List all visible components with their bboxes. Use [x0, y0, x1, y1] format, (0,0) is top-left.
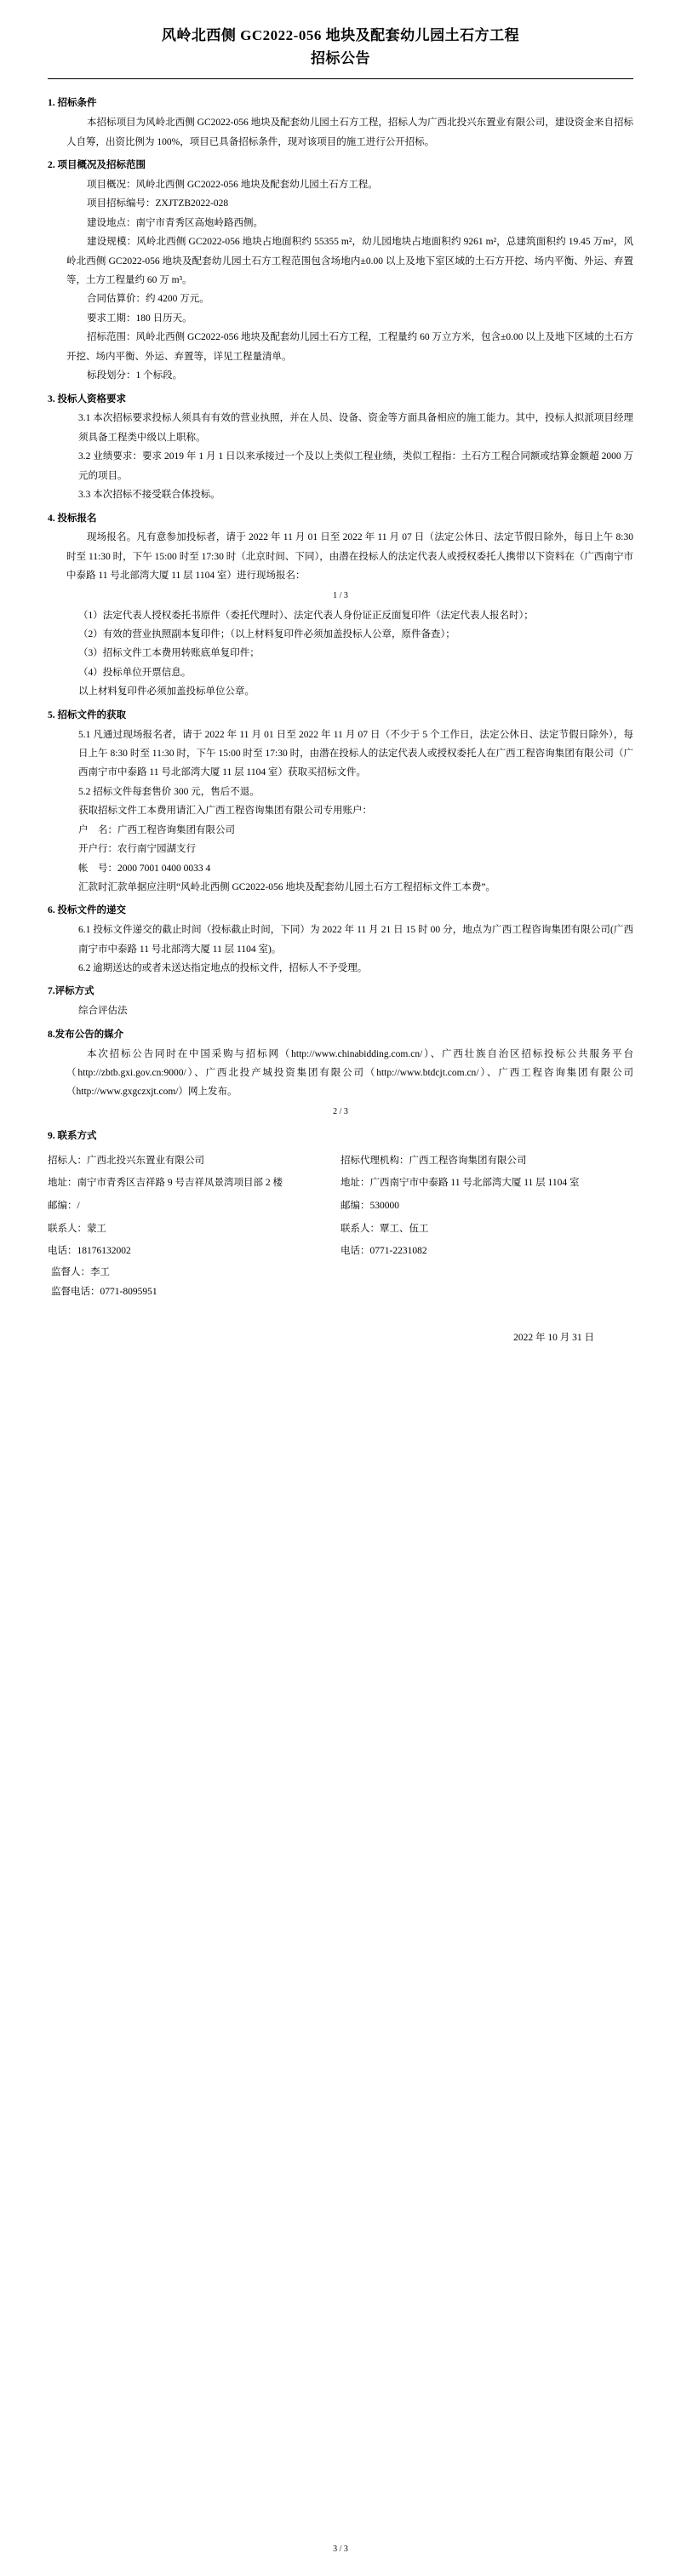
section-2-overview: 项目概况：风岭北西侧 GC2022-056 地块及配套幼儿园土石方工程。 — [87, 179, 378, 190]
section-4-material-4: （4）投标单位开票信息。 — [78, 667, 192, 678]
supervisor-phone: 监督电话：0771-8095951 — [51, 1286, 157, 1297]
section-2-scope: 招标范围：风岭北西侧 GC2022-056 地块及配套幼儿园土石方工程，工程量约 60 万立方米，包含±0.00 以上及地下区域的土石方开挖、场内平衡、外运、弃置等，详见工程量清单。 — [66, 332, 633, 362]
table-row — [48, 1172, 633, 1195]
document-title-line-1: 风岭北西侧 GC2022-056 地块及配套幼儿园土石方工程 — [161, 27, 520, 43]
table-row — [48, 1218, 633, 1241]
contact-agency-phone: 电话：0771-2231082 — [340, 1246, 427, 1257]
contact-agency-address: 地址：广西南宁市中泰路 11 号北部湾大厦 11 层 1104 室 — [340, 1178, 580, 1189]
section-heading-4: 4. 投标报名 — [48, 513, 97, 524]
section-4-material-3: （3）招标文件工本费用转账底单复印件； — [78, 648, 260, 659]
table-row — [48, 1150, 633, 1173]
section-5-account-bank: 开户行：农行南宁园湖支行 — [78, 844, 196, 855]
page-number-1: 1 / 3 — [333, 590, 348, 600]
document-title-line-2: 招标公告 — [311, 50, 370, 67]
section-2-contract-estimate: 合同估算价：约 4200 万元。 — [87, 294, 209, 305]
section-5-account-number: 帐 号：2000 7001 0400 0033 4 — [78, 863, 211, 874]
contact-tenderer-phone: 电话：18176132002 — [48, 1246, 131, 1257]
section-heading-6: 6. 投标文件的递交 — [48, 905, 126, 916]
section-4-registration: 现场报名。凡有意参加投标者，请于 2022 年 11 月 01 日至 2022 年 11 月 07 日（法定公休日、法定节假日除外，每日上午 8:30 时至 11:30 时，下午 15:00 时至 17:30 时（北京时间、下同），由潜在投标人的法定代表人或授权委托人携带以下资料在（广西南宁市中泰路 11 号北部湾大厦 11 层 1104 室）进行现场报名： — [66, 532, 633, 582]
contacts-table — [48, 1150, 633, 1263]
section-5-item-2: 5.2 招标文件每套售价 300 元，售后不退。 — [78, 786, 260, 797]
section-5-remittance-note: 汇款时汇款单据应注明“风岭北西侧 GC2022-056 地块及配套幼儿园土石方工程招标文件工本费”。 — [78, 881, 496, 892]
contact-agency-name: 招标代理机构：广西工程咨询集团有限公司 — [340, 1155, 527, 1166]
section-heading-3: 3. 投标人资格要求 — [48, 393, 126, 404]
page-number-3: 3 / 3 — [333, 2544, 348, 2554]
section-2-bid-number: 项目招标编号：ZXJTZB2022-028 — [87, 198, 229, 209]
section-4-material-2: （2）有效的营业执照副本复印件；（以上材料复印件必须加盖投标人公章，原件备查）； — [78, 629, 455, 640]
contact-tenderer-name: 招标人：广西北投兴东置业有限公司 — [48, 1155, 204, 1166]
document-title-block — [48, 24, 633, 79]
contact-tenderer-person: 联系人：蒙工 — [48, 1223, 106, 1234]
section-5-account-name: 户 名：广西工程咨询集团有限公司 — [78, 824, 235, 835]
contact-agency-person: 联系人：覃工、伍工 — [340, 1223, 429, 1234]
contact-tenderer-postcode: 邮编：/ — [48, 1201, 80, 1212]
supervisor-person: 监督人：李工 — [51, 1267, 110, 1278]
section-heading-7: 7.评标方式 — [48, 986, 94, 997]
section-4-material-note: 以上材料复印件必须加盖投标单位公章。 — [78, 686, 255, 697]
section-heading-1: 1. 招标条件 — [48, 98, 97, 109]
page-number-2: 2 / 3 — [333, 1106, 348, 1116]
section-4-material-1: （1）法定代表人授权委托书原件（委托代理时）、法定代表人身份证正反面复印件（法定代表人报名时）； — [78, 610, 534, 621]
section-6-item-2: 6.2 逾期送达的或者未送达指定地点的投标文件，招标人不予受理。 — [78, 963, 368, 974]
document-date: 2022 年 10 月 31 日 — [513, 1332, 594, 1343]
section-heading-2: 2. 项目概况及招标范围 — [48, 160, 146, 171]
section-1-paragraph-1: 本招标项目为风岭北西侧 GC2022-056 地块及配套幼儿园土石方工程，招标人为广西北投兴东置业有限公司，建设资金来自招标人自筹，出资比例为 100%，项目已具备招标条件，现对该项目的施工进行公开招标。 — [66, 118, 633, 147]
section-heading-9: 9. 联系方式 — [48, 1130, 97, 1141]
section-2-duration: 要求工期：180 日历天。 — [87, 313, 192, 324]
table-row — [48, 1195, 633, 1218]
section-5-item-1: 5.1 凡通过现场报名者，请于 2022 年 11 月 01 日至 2022 年 11 月 07 日（不少于 5 个工作日，法定公休日、法定节假日除外），每日上午 8:30 时至 11:30 时，下午 15:00 时至 17:30 时，由潜在投标人的法定代表人或授权委托人在广西工程咨询集团有限公司（广西南宁市中泰路 11 号北部湾大厦 11 层 1104 室）获取买招标文件。 — [78, 729, 633, 778]
contact-tenderer-address: 地址：南宁市青秀区吉祥路 9 号吉祥凤景湾项目部 2 楼 — [48, 1178, 283, 1189]
section-2-location: 建设地点：南宁市青秀区高炮岭路西侧。 — [87, 217, 263, 228]
section-2-lots: 标段划分：1 个标段。 — [87, 370, 183, 382]
section-3-item-3: 3.3 本次招标不接受联合体投标。 — [78, 490, 220, 501]
section-5-account-intro: 获取招标文件工本费用请汇入广西工程咨询集团有限公司专用账户： — [78, 806, 372, 817]
contact-agency-postcode: 邮编：530000 — [340, 1201, 399, 1212]
section-3-item-2: 3.2 业绩要求：要求 2019 年 1 月 1 日以来承接过一个及以上类似工程业绩，类似工程指：土石方工程合同额或结算金额超 2000 万元的项目。 — [78, 451, 633, 481]
section-8-media: 本次招标公告同时在中国采购与招标网（http://www.chinabidding.com.cn/）、广西壮族自治区招标投标公共服务平台（http://zbtb.gxi.gov.cn:9000/）、广西北投产城投资集团有限公司（http://www.btdcjt.com.cn/）、广西工程咨询集团有限公司（http://www.gxgczxjt.com/）网上发布。 — [66, 1048, 633, 1098]
section-6-item-1: 6.1 投标文件递交的截止时间（投标截止时间，下同）为 2022 年 11 月 21 日 15 时 00 分，地点为广西工程咨询集团有限公司(广西南宁市中泰路 11 号北部湾大厦 11 层 1104 室)。 — [78, 925, 633, 955]
section-heading-5: 5. 招标文件的获取 — [48, 709, 126, 720]
section-7-method: 综合评估法 — [78, 1006, 128, 1017]
section-2-scale: 建设规模：风岭北西侧 GC2022-056 地块占地面积约 55355 m²，幼儿园地块占地面积约 9261 m²，总建筑面积约 19.45 万m²，风岭北西侧 GC2022-056 地块及配套幼儿园土石方工程范围包含场地内±0.00 以上及地下室区域的土石方开挖、场内平衡、外运、弃置等，土方工程量约 60 万 m³。 — [66, 237, 633, 286]
table-row — [48, 1240, 633, 1263]
section-3-item-1: 3.1 本次招标要求投标人须具有有效的营业执照，并在人员、设备、资金等方面具备相应的施工能力。其中，投标人拟派项目经理须具备工程类中级以上职称。 — [78, 413, 633, 443]
section-heading-8: 8.发布公告的媒介 — [48, 1029, 124, 1040]
